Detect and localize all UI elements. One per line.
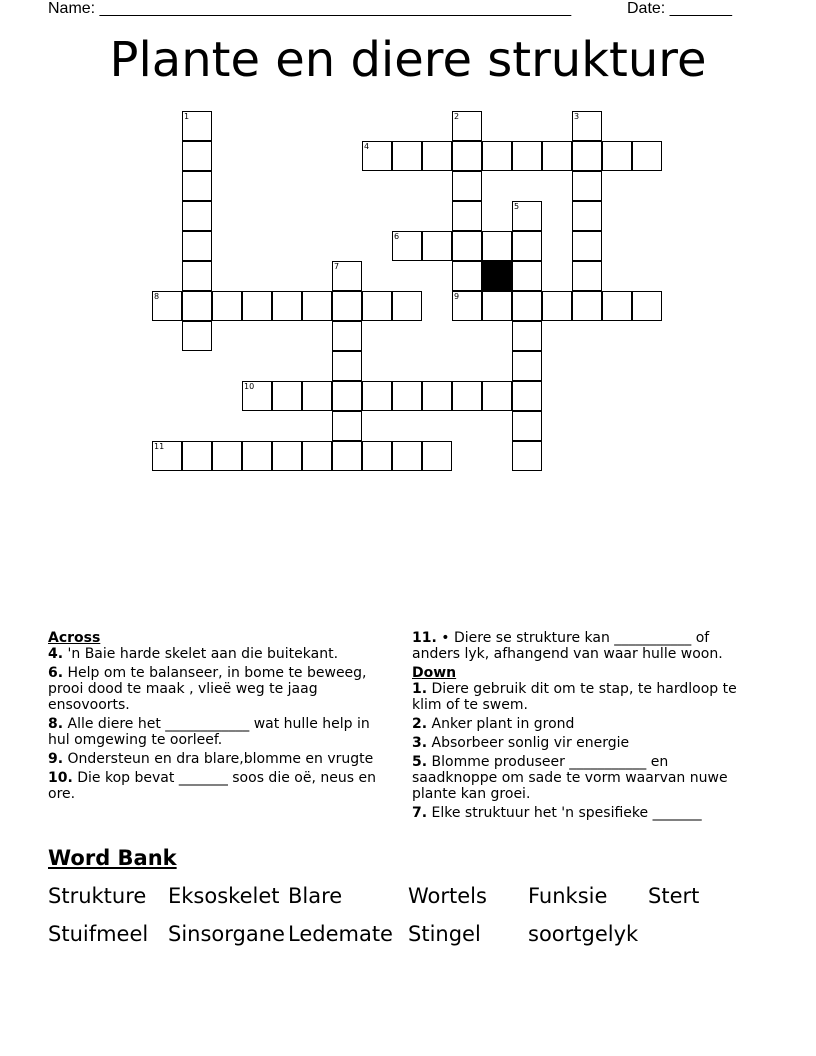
clue-number: 5 — [514, 202, 520, 211]
name-field — [48, 0, 571, 18]
clue-down-3: 3. Absorbeer sonlig vir energie — [412, 735, 630, 751]
word-bank-item: Eksoskelet — [168, 884, 280, 908]
clue-across-8: 8. Alle diere het ____________ wat hulle help in hul omgewing te oorleef. — [48, 716, 370, 748]
name-line: _____________________________________________________ — [99, 0, 572, 17]
date-label: Date: — [627, 0, 666, 17]
clue-number: 2 — [454, 112, 460, 121]
crossword-cell[interactable] — [512, 411, 542, 441]
name-label: Name: — [48, 0, 96, 17]
crossword-cell[interactable] — [302, 291, 332, 321]
crossword-cell[interactable] — [512, 351, 542, 381]
crossword-cell[interactable] — [512, 201, 542, 231]
word-bank-item: Strukture — [48, 884, 147, 908]
across-clues — [48, 630, 388, 805]
crossword-cell[interactable] — [242, 291, 272, 321]
down-clues — [412, 630, 752, 824]
word-bank-item: Stert — [648, 884, 700, 908]
crossword-cell[interactable] — [362, 381, 392, 411]
crossword-cell[interactable] — [332, 291, 362, 321]
clue-number: 9 — [454, 292, 460, 301]
crossword-cell[interactable] — [572, 261, 602, 291]
crossword-cell[interactable] — [482, 231, 512, 261]
crossword-cell[interactable] — [182, 441, 212, 471]
crossword-cell[interactable] — [152, 441, 182, 471]
crossword-cell[interactable] — [332, 381, 362, 411]
clue-number: 1 — [184, 112, 190, 121]
crossword-cell[interactable] — [452, 141, 482, 171]
crossword-cell[interactable] — [422, 231, 452, 261]
crossword-cell[interactable] — [272, 381, 302, 411]
crossword-cell[interactable] — [452, 231, 482, 261]
crossword-cell[interactable] — [182, 111, 212, 141]
crossword-cell[interactable] — [212, 441, 242, 471]
crossword-cell[interactable] — [452, 381, 482, 411]
crossword-cell[interactable] — [182, 141, 212, 171]
crossword-cell[interactable] — [242, 441, 272, 471]
clue-across-4: 4. 'n Baie harde skelet aan die buitekant. — [48, 646, 339, 662]
clue-down-1: 1. Diere gebruik dit om te stap, te hardloop te klim of te swem. — [412, 681, 737, 713]
clue-number: 10 — [244, 382, 255, 391]
crossword-cell[interactable] — [182, 171, 212, 201]
crossword-cell[interactable] — [572, 201, 602, 231]
crossword-cell[interactable] — [332, 321, 362, 351]
crossword-cell[interactable] — [572, 141, 602, 171]
crossword-cell[interactable] — [302, 441, 332, 471]
crossword-cell[interactable] — [452, 201, 482, 231]
clue-across-10: 10. Die kop bevat _______ soos die oë, neus en ore. — [48, 770, 376, 802]
crossword-cell[interactable] — [572, 171, 602, 201]
crossword-cell[interactable] — [272, 291, 302, 321]
clue-number: 7 — [334, 262, 340, 271]
crossword-cell[interactable] — [512, 291, 542, 321]
crossword-cell[interactable] — [572, 291, 602, 321]
crossword-cell[interactable] — [452, 261, 482, 291]
crossword-cell[interactable] — [482, 141, 512, 171]
word-bank-item: Ledemate — [288, 922, 393, 946]
crossword-cell[interactable] — [302, 381, 332, 411]
crossword-cell[interactable] — [452, 111, 482, 141]
clue-down-5: 5. Blomme produseer ___________ en saadknoppe om sade te vorm waarvan nuwe plante kan groei. — [412, 754, 728, 802]
crossword-cell[interactable] — [512, 141, 542, 171]
across-heading: Across — [48, 630, 101, 646]
clue-number: 11 — [154, 442, 165, 451]
crossword-cell[interactable] — [152, 291, 182, 321]
crossword-cell[interactable] — [392, 291, 422, 321]
crossword-cell[interactable] — [632, 141, 662, 171]
crossword-cell[interactable] — [542, 291, 572, 321]
crossword-cell[interactable] — [332, 441, 362, 471]
crossword-cell[interactable] — [362, 441, 392, 471]
black-square — [482, 261, 512, 291]
word-bank-item: Stingel — [408, 922, 481, 946]
crossword-cell[interactable] — [392, 441, 422, 471]
crossword-cell[interactable] — [362, 291, 392, 321]
word-bank-title: Word Bank — [48, 846, 177, 870]
word-bank-item: soortgelyk — [528, 922, 639, 946]
date-field — [627, 0, 732, 18]
crossword-cell[interactable] — [602, 141, 632, 171]
crossword-cell[interactable] — [422, 141, 452, 171]
clue-number: 6 — [394, 232, 400, 241]
crossword-cell[interactable] — [182, 231, 212, 261]
crossword-cell[interactable] — [512, 261, 542, 291]
clue-down-2: 2. Anker plant in grond — [412, 716, 575, 732]
crossword-cell[interactable] — [332, 261, 362, 291]
clue-across-6: 6. Help om te balanseer, in bome te beweeg, prooi dood te maak , vlieë weg te jaag ensovoorts. — [48, 665, 367, 713]
down-heading: Down — [412, 665, 457, 681]
date-line: _______ — [669, 0, 732, 17]
word-bank-item: Wortels — [408, 884, 487, 908]
crossword-cell[interactable] — [512, 381, 542, 411]
crossword-cell[interactable] — [422, 381, 452, 411]
crossword-cell[interactable] — [512, 321, 542, 351]
crossword-cell[interactable] — [272, 441, 302, 471]
crossword-cell[interactable] — [392, 381, 422, 411]
crossword-cell[interactable] — [482, 291, 512, 321]
crossword-cell[interactable] — [452, 291, 482, 321]
crossword-cell[interactable] — [242, 381, 272, 411]
clue-across-9: 9. Ondersteun en dra blare,blomme en vrugte — [48, 751, 374, 767]
clue-down-7: 7. Elke struktuur het 'n spesifieke _______ — [412, 805, 702, 821]
crossword-cell[interactable] — [512, 231, 542, 261]
crossword-cell[interactable] — [332, 351, 362, 381]
crossword-cell[interactable] — [332, 411, 362, 441]
word-bank-item: Funksie — [528, 884, 608, 908]
crossword-cell[interactable] — [422, 441, 452, 471]
crossword-cell[interactable] — [182, 321, 212, 351]
crossword-cell[interactable] — [512, 441, 542, 471]
word-bank-item: Blare — [288, 884, 343, 908]
crossword-cell[interactable] — [452, 171, 482, 201]
crossword-cell[interactable] — [632, 291, 662, 321]
crossword-cell[interactable] — [392, 141, 422, 171]
crossword-cell[interactable] — [572, 231, 602, 261]
clue-number: 4 — [364, 142, 370, 151]
crossword-cell[interactable] — [212, 291, 242, 321]
clue-number: 3 — [574, 112, 580, 121]
crossword-cell[interactable] — [572, 111, 602, 141]
crossword-cell[interactable] — [182, 261, 212, 291]
crossword-cell[interactable] — [182, 201, 212, 231]
crossword-cell[interactable] — [182, 291, 212, 321]
word-bank-item: Stuifmeel — [48, 922, 149, 946]
crossword-cell[interactable] — [542, 141, 572, 171]
crossword-cell[interactable] — [362, 141, 392, 171]
crossword-cell[interactable] — [392, 231, 422, 261]
crossword-cell[interactable] — [482, 381, 512, 411]
word-bank-item: Sinsorgane — [168, 922, 285, 946]
page-title: Plante en diere strukture — [109, 32, 707, 88]
clue-across-11: 11. • Diere se strukture kan ___________ of anders lyk, afhangend van waar hulle woon. — [412, 630, 723, 662]
crossword-cell[interactable] — [602, 291, 632, 321]
clue-number: 8 — [154, 292, 160, 301]
